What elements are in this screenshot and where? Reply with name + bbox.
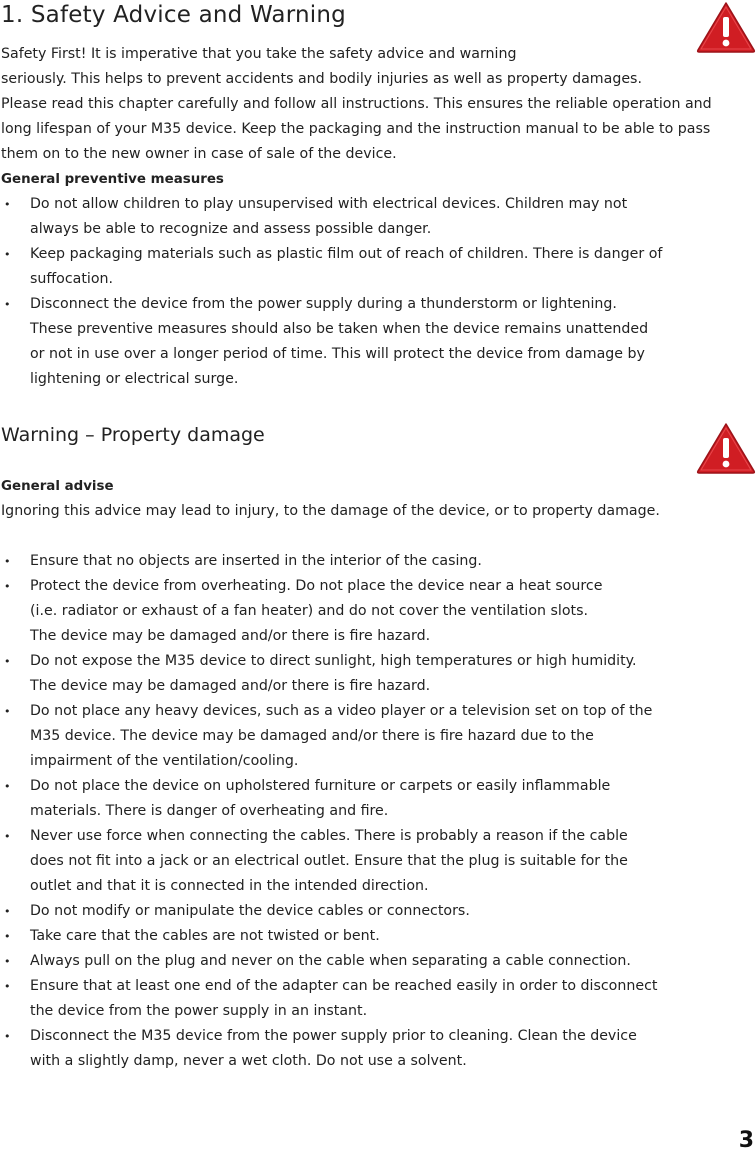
intro-line: seriously. This helps to prevent accidents and bodily injuries as well as property damages. [1, 71, 642, 87]
intro-line: them on to the new owner in case of sale of the device. [1, 146, 397, 162]
list-item-line: • Disconnect the M35 device from the power supply prior to cleaning. Clean the device [30, 1028, 637, 1044]
list-item-line: always be able to recognize and assess possible danger. [30, 221, 432, 237]
list-item-line: the device from the power supply in an instant. [30, 1003, 368, 1019]
advise-text: Ignoring this advice may lead to injury, to the damage of the device, or to property damage. [1, 503, 660, 519]
list-item [1, 549, 741, 574]
list-item-line: suffocation. [30, 271, 114, 287]
warning-subtitle: Warning – Property damage [1, 424, 265, 446]
intro-line: Please read this chapter carefully and follow all instructions. This ensures the reliable operation and [1, 96, 712, 112]
list-item-line: • Always pull on the plug and never on the cable when separating a cable connection. [30, 953, 631, 969]
list-item [1, 1024, 741, 1074]
list-item-line: lightening or electrical surge. [30, 371, 239, 387]
section-title: 1. Safety Advice and Warning [1, 2, 346, 28]
preventive-measures [1, 167, 741, 392]
list-item-line: with a slightly damp, never a wet cloth. Do not use a solvent. [30, 1053, 467, 1069]
list-item-line: M35 device. The device may be damaged and/or there is fire hazard due to the [30, 728, 594, 744]
list-item [1, 574, 741, 649]
list-item-line: • Protect the device from overheating. Do not place the device near a heat source [30, 578, 603, 594]
page-number: 3 [738, 1128, 754, 1153]
list-item [1, 899, 741, 924]
advise-heading: General advise [1, 479, 114, 494]
list-item-line: • Do not place the device on upholstered furniture or carpets or easily inflammable [30, 778, 611, 794]
list-item-line: The device may be damaged and/or there is fire hazard. [30, 628, 431, 644]
list-item-line: materials. There is danger of overheating and fire. [30, 803, 389, 819]
list-item [1, 974, 741, 1024]
list-item [1, 774, 741, 824]
list-item [1, 292, 741, 392]
property-damage-list [1, 549, 741, 1074]
list-item-line: • Do not expose the M35 device to direct sunlight, high temperatures or high humidity. [30, 653, 637, 669]
list-item-line: These preventive measures should also be taken when the device remains unattended [30, 321, 649, 337]
list-item-line: • Ensure that at least one end of the adapter can be reached easily in order to disconnect [30, 978, 658, 994]
warning-triangle-icon [695, 421, 756, 475]
list-item-line: • Never use force when connecting the cables. There is probably a reason if the cable [30, 828, 628, 844]
damage-list [1, 549, 741, 1074]
list-item-line: • Disconnect the device from the power supply during a thunderstorm or lightening. [30, 296, 617, 312]
intro-paragraph [1, 42, 741, 167]
intro-line: Safety First! It is imperative that you take the safety advice and warning [1, 46, 517, 62]
list-item-line: • Ensure that no objects are inserted in the interior of the casing. [30, 553, 482, 569]
list-item [1, 924, 741, 949]
list-item [1, 699, 741, 774]
list-item [1, 949, 741, 974]
list-item-line: The device may be damaged and/or there is fire hazard. [30, 678, 431, 694]
general-advise [1, 474, 741, 524]
list-item [1, 192, 741, 242]
intro-line: long lifespan of your M35 device. Keep the packaging and the instruction manual to be able to pass [1, 121, 711, 137]
list-item [1, 649, 741, 699]
list-item-line: • Keep packaging materials such as plastic film out of reach of children. There is danger of [30, 246, 663, 262]
list-item-line: (i.e. radiator or exhaust of a fan heater) and do not cover the ventilation slots. [30, 603, 588, 619]
measures-list [1, 192, 741, 392]
list-item [1, 242, 741, 292]
list-item-line: outlet and that it is connected in the intended direction. [30, 878, 429, 894]
list-item [1, 824, 741, 899]
measures-heading: General preventive measures [1, 172, 224, 187]
list-item-line: • Do not place any heavy devices, such as a video player or a television set on top of the [30, 703, 653, 719]
list-item-line: • Do not allow children to play unsupervised with electrical devices. Children may not [30, 196, 628, 212]
list-item-line: does not fit into a jack or an electrical outlet. Ensure that the plug is suitable for the [30, 853, 628, 869]
list-item-line: • Take care that the cables are not twisted or bent. [30, 928, 380, 944]
list-item-line: • Do not modify or manipulate the device cables or connectors. [30, 903, 470, 919]
list-item-line: or not in use over a longer period of time. This will protect the device from damage by [30, 346, 645, 362]
list-item-line: impairment of the ventilation/cooling. [30, 753, 299, 769]
